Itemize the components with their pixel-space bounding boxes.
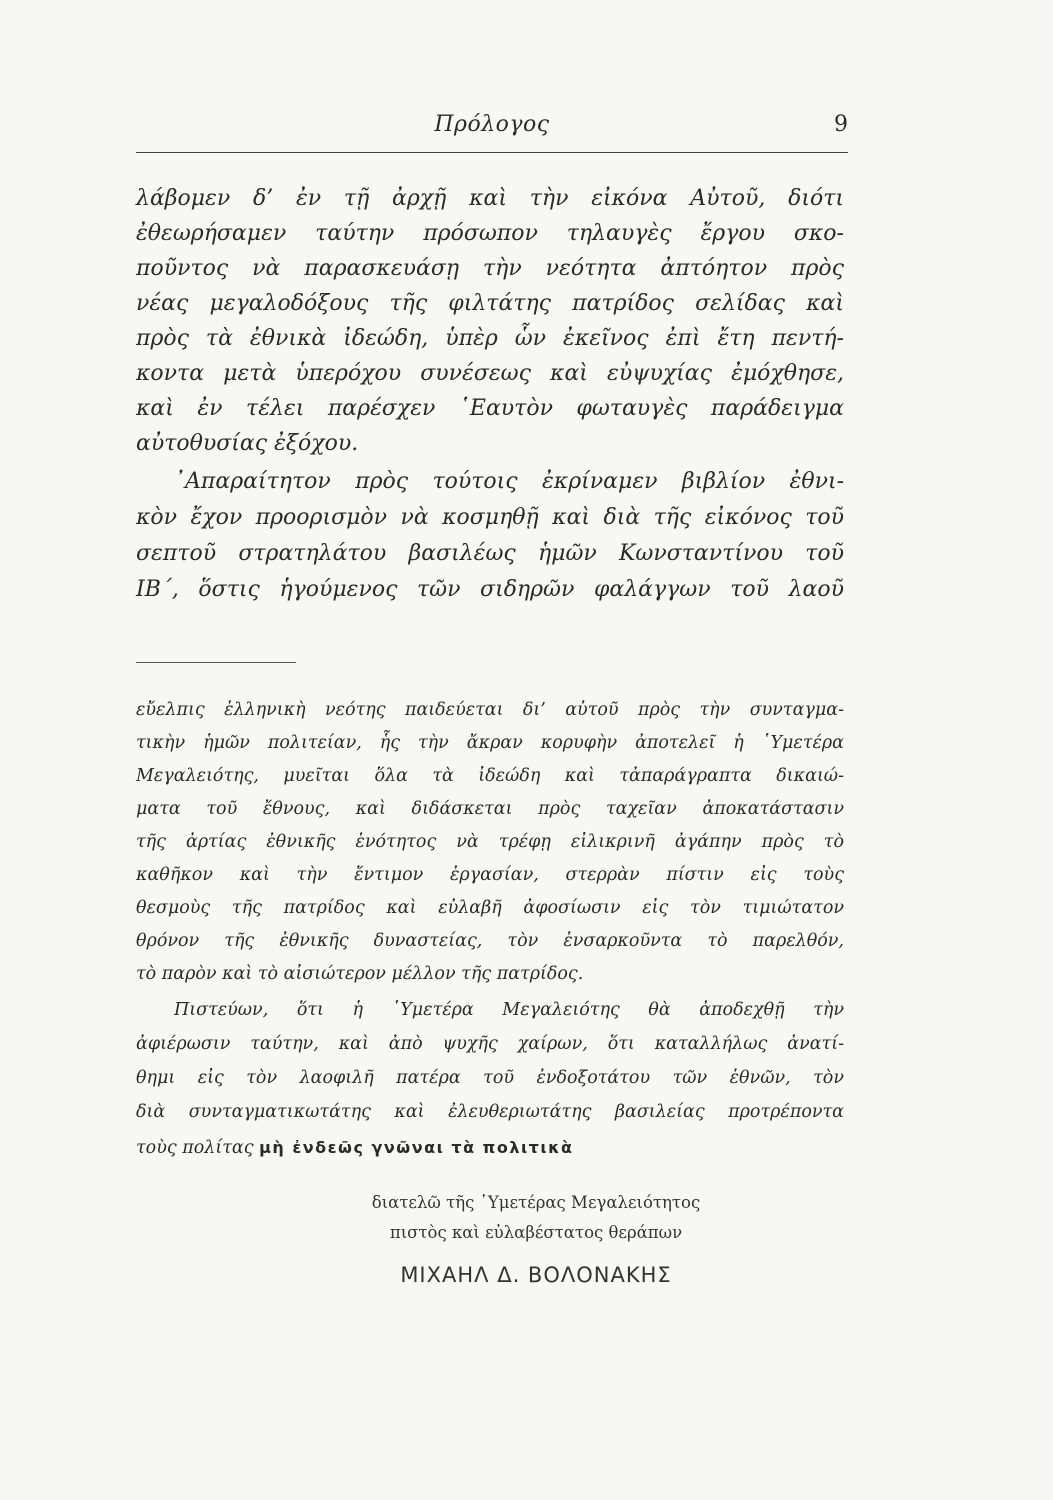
main-text-line: ποῦντος νὰ παρασκευάσῃ τὴν νεότητα ἀπτόητον πρὸς: [136, 256, 844, 281]
footnote-line: ἀφιέρωσιν ταύτην, καὶ ἀπὸ ψυχῆς χαίρων, ὅτι καταλλήλως ἀνατί-: [136, 1034, 844, 1054]
main-text-line: καὶ ἐν τέλει παρέσχεν ῾Εαυτὸν φωταυγὲς παράδειγμα: [136, 396, 844, 421]
spaced-emphasis-phrase: μὴ ἐνδεῶς γνῶναι τὰ πολιτικὰ: [259, 1138, 574, 1157]
author-signature: ΜΙΧΑΗΛ Δ. ΒΟΛΟΝΑΚΗΣ: [400, 1263, 672, 1287]
footnote-last-line-prefix: τοὺς πολίτας: [136, 1138, 254, 1158]
main-text-line: αὐτοθυσίας ἐξόχου.: [136, 431, 359, 456]
footnote-line: καθῆκον καὶ τὴν ἔντιμον ἐργασίαν, στερρὰν πίστιν εἰς τοὺς: [136, 865, 844, 885]
footnote-line: ματα τοῦ ἔθνους, καὶ διδάσκεται πρὸς ταχεῖαν ἀποκατάστασιν: [136, 799, 844, 819]
footnote-line: Πιστεύων, ὅτι ἡ ῾Υμετέρα Μεγαλειότης θὰ ἀποδεχθῇ τὴν: [174, 1000, 844, 1020]
closing-line-1: διατελῶ τῆς ῾Υμετέρας Μεγαλειότητος: [371, 1193, 701, 1212]
footnote-line: Μεγαλειότης, μυεῖται ὅλα τὰ ἰδεώδη καὶ τἀπαράγραπτα δικαιώ-: [136, 766, 844, 786]
main-text-line: ἐθεωρήσαμεν ταύτην πρόσωπον τηλαυγὲς ἔργου σκο-: [136, 221, 844, 246]
main-text-line: σεπτοῦ στρατηλάτου βασιλέως ἡμῶν Κωνσταντίνου τοῦ: [136, 541, 844, 566]
main-text-line: λάβομεν δ’ ἐν τῇ ἀρχῇ καὶ τὴν εἰκόνα Αὐτοῦ, διότι: [136, 186, 844, 211]
footnote-divider: [136, 662, 296, 663]
running-header: [136, 112, 848, 142]
footnote-line: διὰ συνταγματικωτάτης καὶ ἐλευθεριωτάτης βασιλείας προτρέποντα: [136, 1102, 844, 1122]
footnote-line: τὸ παρὸν καὶ τὸ αἰσιώτερον μέλλον τῆς πατρίδος.: [136, 964, 584, 984]
header-divider: [136, 152, 848, 153]
page-number: 9: [834, 112, 848, 137]
footnote-line: τῆς ἀρτίας ἐθνικῆς ἑνότητος νὰ τρέφῃ εἰλικρινῆ ἀγάπην πρὸς τὸ: [136, 832, 844, 852]
chapter-title: Πρόλογος: [434, 112, 550, 137]
main-text-line: κὸν ἔχον προορισμὸν νὰ κοσμηθῇ καὶ διὰ τῆς εἰκόνος τοῦ: [136, 505, 844, 530]
footnote-last-line: [136, 1138, 844, 1158]
footnote-line: θεσμοὺς τῆς πατρίδος καὶ εὐλαβῆ ἀφοσίωσιν εἰς τὸν τιμιώτατον: [136, 898, 844, 918]
main-text-line: ΙΒ΄, ὅστις ἡγούμενος τῶν σιδηρῶν φαλάγγων τοῦ λαοῦ: [136, 577, 844, 602]
footnote-line: θημι εἰς τὸν λαοφιλῆ πατέρα τοῦ ἐνδοξοτάτου τῶν ἐθνῶν, τὸν: [136, 1068, 844, 1088]
main-text-line: κοντα μετὰ ὑπερόχου συνέσεως καὶ εὐψυχίας ἐμόχθησε,: [136, 361, 844, 386]
footnote-line: θρόνον τῆς ἐθνικῆς δυναστείας, τὸν ἐνσαρκοῦντα τὸ παρελθόν,: [136, 931, 844, 951]
main-text-line: νέας μεγαλοδόξους τῆς φιλτάτης πατρίδος σελίδας καὶ: [136, 291, 844, 316]
main-text-line: πρὸς τὰ ἐθνικὰ ἰδεώδη, ὑπὲρ ὧν ἐκεῖνος ἐπὶ ἔτη πεντή-: [136, 326, 844, 351]
footnote-line: τικὴν ἡμῶν πολιτείαν, ἧς τὴν ἄκραν κορυφὴν ἀποτελεῖ ἡ ῾Υμετέρα: [136, 733, 844, 753]
footnote-line: εὔελπις ἑλληνικὴ νεότης παιδεύεται δι’ αὐτοῦ πρὸς τὴν συνταγμα-: [136, 700, 844, 720]
main-text-line: ᾿Απαραίτητον πρὸς τούτοις ἐκρίναμεν βιβλίον ἐθνι-: [174, 469, 844, 494]
closing-line-2: πιστὸς καὶ εὐλαβέστατος θεράπων: [389, 1223, 683, 1242]
